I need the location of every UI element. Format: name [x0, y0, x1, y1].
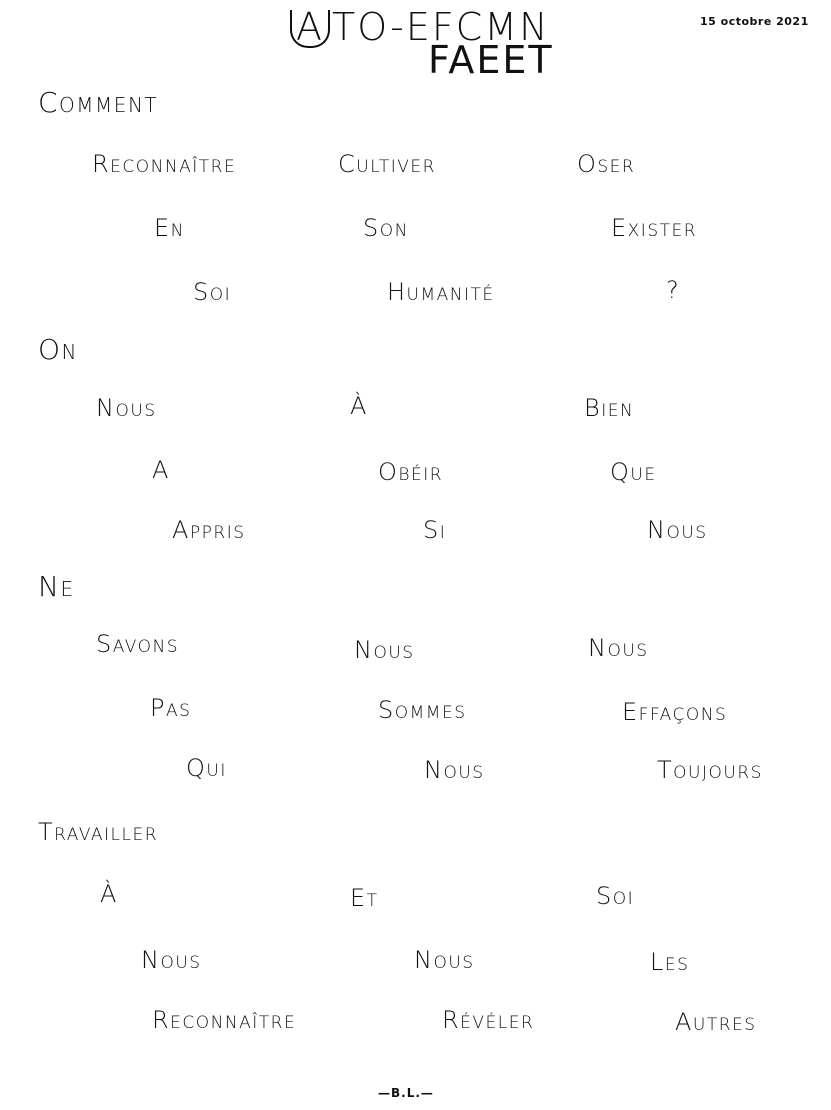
poem-word: Pas — [150, 694, 192, 722]
poem-word: Et — [350, 884, 379, 912]
poem-word: Soi — [596, 882, 635, 910]
poem-word: En — [154, 214, 185, 242]
date-stamp: 15 octobre 2021 — [700, 15, 809, 28]
poem-word: Exister — [611, 214, 698, 242]
poem-word: Appris — [172, 516, 246, 544]
stanza-lead: Ne — [38, 570, 75, 603]
poem-word: A — [152, 456, 170, 484]
poem-word: Cultiver — [338, 150, 436, 178]
poem-word: Nous — [354, 636, 415, 664]
poem-word: Savons — [96, 630, 179, 658]
stanza-lead: Travailler — [38, 818, 159, 846]
poem-word: À — [100, 880, 118, 908]
poem-word: Reconnaître — [152, 1006, 297, 1034]
poem-word: Son — [363, 214, 409, 242]
poem-word: Obéir — [378, 458, 444, 486]
poem-word: Nous — [424, 756, 485, 784]
title-text: TO-EFCMN — [332, 5, 550, 49]
poem-word: Nous — [588, 634, 649, 662]
poem-word: À — [350, 392, 368, 420]
poem-word: Nous — [414, 946, 475, 974]
poem-word: Reconnaître — [92, 150, 237, 178]
poem-word: Bien — [584, 394, 635, 422]
title-logo-letter: A — [290, 10, 330, 48]
poem-word: Que — [610, 458, 657, 486]
poem-word: Effaçons — [622, 698, 728, 726]
poem-word: Révéler — [442, 1006, 535, 1034]
poem-word: Si — [423, 516, 447, 544]
poem-word: ? — [666, 276, 681, 304]
signature: —B.L.— — [378, 1086, 434, 1100]
poem-word: Toujours — [657, 756, 763, 784]
poem-word: Nous — [141, 946, 202, 974]
poem-word: Autres — [675, 1008, 757, 1036]
title-line-2: FAEET — [428, 38, 554, 82]
poem-word: Oser — [577, 150, 636, 178]
poem-word: Qui — [186, 754, 227, 782]
poem-word: Soi — [193, 278, 232, 306]
poem-word: Les — [650, 948, 690, 976]
poem-word: Humanité — [387, 278, 495, 306]
stanza-lead: Comment — [38, 86, 159, 119]
poem-word: Sommes — [378, 696, 467, 724]
poem-word: Nous — [96, 394, 157, 422]
poem-word: Nous — [647, 516, 708, 544]
stanza-lead: On — [38, 333, 78, 366]
